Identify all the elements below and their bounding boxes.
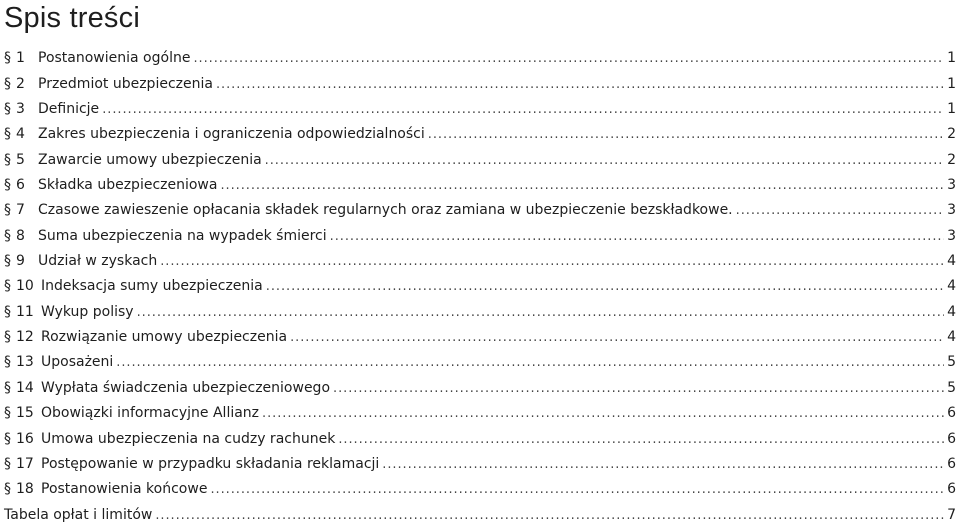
dot-leader <box>210 481 944 498</box>
entry-label[interactable]: Wykup polisy <box>41 303 134 320</box>
entry-page[interactable]: 4 <box>947 253 956 270</box>
entry-page[interactable]: 1 <box>947 75 956 92</box>
section-symbol: § <box>4 430 11 447</box>
entry-label[interactable]: Umowa ubezpieczenia na cudzy rachunek <box>41 430 336 447</box>
section-symbol: § <box>4 101 11 118</box>
toc-entry-3[interactable] <box>4 93 956 118</box>
entry-page[interactable]: 3 <box>947 177 956 194</box>
entry-number: 4 <box>16 126 25 143</box>
entry-number: 17 <box>16 455 34 472</box>
section-symbol: § <box>4 202 11 219</box>
dot-leader <box>338 431 944 448</box>
section-symbol: § <box>4 481 11 498</box>
section-symbol: § <box>4 303 11 320</box>
entry-number: 2 <box>16 75 25 92</box>
entry-label[interactable]: Zawarcie umowy ubezpieczenia <box>38 151 262 168</box>
dot-leader <box>220 177 944 194</box>
entry-page[interactable]: 4 <box>947 278 956 295</box>
entry-page[interactable]: 4 <box>947 329 956 346</box>
toc-entry-4[interactable] <box>4 118 956 143</box>
section-symbol: § <box>4 329 11 346</box>
dot-leader <box>155 507 944 524</box>
entry-number: 18 <box>16 481 34 498</box>
entry-number: 10 <box>16 278 34 295</box>
toc-entry-13[interactable] <box>4 346 956 371</box>
entry-number: 15 <box>16 405 34 422</box>
entry-label[interactable]: Uposażeni <box>41 354 114 371</box>
entry-number: 14 <box>16 379 34 396</box>
page-title: Spis treści <box>4 2 140 34</box>
toc-entry-18[interactable] <box>4 473 956 498</box>
entry-label[interactable]: Czasowe zawieszenie opłacania składek regularnych oraz zamiana w ubezpieczenie bezskładkowe. <box>38 202 733 219</box>
dot-leader <box>116 354 944 371</box>
dot-leader <box>137 304 944 321</box>
entry-label[interactable]: Postanowienia ogólne <box>38 50 191 67</box>
entry-page[interactable]: 6 <box>947 430 956 447</box>
dot-leader <box>290 329 944 346</box>
dot-leader <box>266 278 944 295</box>
toc-entry-5[interactable] <box>4 143 956 168</box>
section-symbol: § <box>4 177 11 194</box>
dot-leader <box>102 101 944 118</box>
section-symbol: § <box>4 75 11 92</box>
entry-number: 5 <box>16 151 25 168</box>
table-of-contents <box>4 42 956 524</box>
dot-leader <box>382 456 944 473</box>
entry-page[interactable]: 2 <box>947 126 956 143</box>
entry-number: 13 <box>16 354 34 371</box>
entry-label[interactable]: Udział w zyskach <box>38 253 158 270</box>
toc-entry-14[interactable] <box>4 371 956 396</box>
entry-page[interactable]: 6 <box>947 405 956 422</box>
entry-label[interactable]: Składka ubezpieczeniowa <box>38 177 218 194</box>
entry-page[interactable]: 1 <box>947 50 956 67</box>
entry-number: 9 <box>16 253 25 270</box>
toc-entry-17[interactable] <box>4 448 956 473</box>
entry-number: 16 <box>16 430 34 447</box>
entry-label[interactable]: Definicje <box>38 101 100 118</box>
entry-label[interactable]: Indeksacja sumy ubezpieczenia <box>41 278 263 295</box>
toc-entry-16[interactable] <box>4 422 956 447</box>
dot-leader <box>736 202 944 219</box>
dot-leader <box>330 228 944 245</box>
entry-number: 11 <box>16 303 34 320</box>
toc-entry-8[interactable] <box>4 219 956 244</box>
dot-leader <box>216 76 944 93</box>
entry-label[interactable]: Tabela opłat i limitów <box>4 506 153 523</box>
dot-leader <box>193 50 944 67</box>
entry-number: 7 <box>16 202 25 219</box>
entry-page[interactable]: 6 <box>947 481 956 498</box>
toc-entry-15[interactable] <box>4 397 956 422</box>
entry-page[interactable]: 7 <box>947 506 956 523</box>
dot-leader <box>160 253 944 270</box>
toc-entry-12[interactable] <box>4 321 956 346</box>
entry-label[interactable]: Rozwiązanie umowy ubezpieczenia <box>41 329 288 346</box>
entry-page[interactable]: 2 <box>947 151 956 168</box>
entry-number: 1 <box>16 50 25 67</box>
section-symbol: § <box>4 50 11 67</box>
entry-page[interactable]: 5 <box>947 354 956 371</box>
entry-page[interactable]: 3 <box>947 202 956 219</box>
dot-leader <box>265 152 944 169</box>
toc-entry-11[interactable] <box>4 295 956 320</box>
toc-entry-9[interactable] <box>4 245 956 270</box>
entry-label[interactable]: Zakres ubezpieczenia i ograniczenia odpowiedzialności <box>38 126 425 143</box>
section-symbol: § <box>4 126 11 143</box>
entry-label[interactable]: Postępowanie w przypadku składania reklamacji <box>41 455 380 472</box>
section-symbol: § <box>4 379 11 396</box>
entry-number: 12 <box>16 329 34 346</box>
dot-leader <box>428 126 944 143</box>
dot-leader <box>262 405 944 422</box>
entry-label[interactable]: Wypłata świadczenia ubezpieczeniowego <box>41 379 331 396</box>
section-symbol: § <box>4 227 11 244</box>
dot-leader <box>333 380 944 397</box>
toc-entry-7[interactable] <box>4 194 956 219</box>
entry-number: 8 <box>16 227 25 244</box>
entry-label[interactable]: Suma ubezpieczenia na wypadek śmierci <box>38 227 327 244</box>
section-symbol: § <box>4 253 11 270</box>
section-symbol: § <box>4 151 11 168</box>
section-symbol: § <box>4 405 11 422</box>
toc-entry-10[interactable] <box>4 270 956 295</box>
entry-page[interactable]: 5 <box>947 379 956 396</box>
entry-page[interactable]: 6 <box>947 455 956 472</box>
entry-page[interactable]: 3 <box>947 227 956 244</box>
section-symbol: § <box>4 354 11 371</box>
entry-number: 6 <box>16 177 25 194</box>
entry-label[interactable]: Obowiązki informacyjne Allianz <box>41 405 260 422</box>
section-symbol: § <box>4 455 11 472</box>
toc-entry-2[interactable] <box>4 67 956 92</box>
entry-number: 3 <box>16 101 25 118</box>
entry-label[interactable]: Przedmiot ubezpieczenia <box>38 75 213 92</box>
entry-page[interactable]: 4 <box>947 303 956 320</box>
toc-entry-6[interactable] <box>4 169 956 194</box>
section-symbol: § <box>4 278 11 295</box>
toc-entry-1[interactable] <box>4 42 956 67</box>
toc-entry-appendix[interactable] <box>4 498 956 523</box>
entry-page[interactable]: 1 <box>947 101 956 118</box>
entry-label[interactable]: Postanowienia końcowe <box>41 481 208 498</box>
